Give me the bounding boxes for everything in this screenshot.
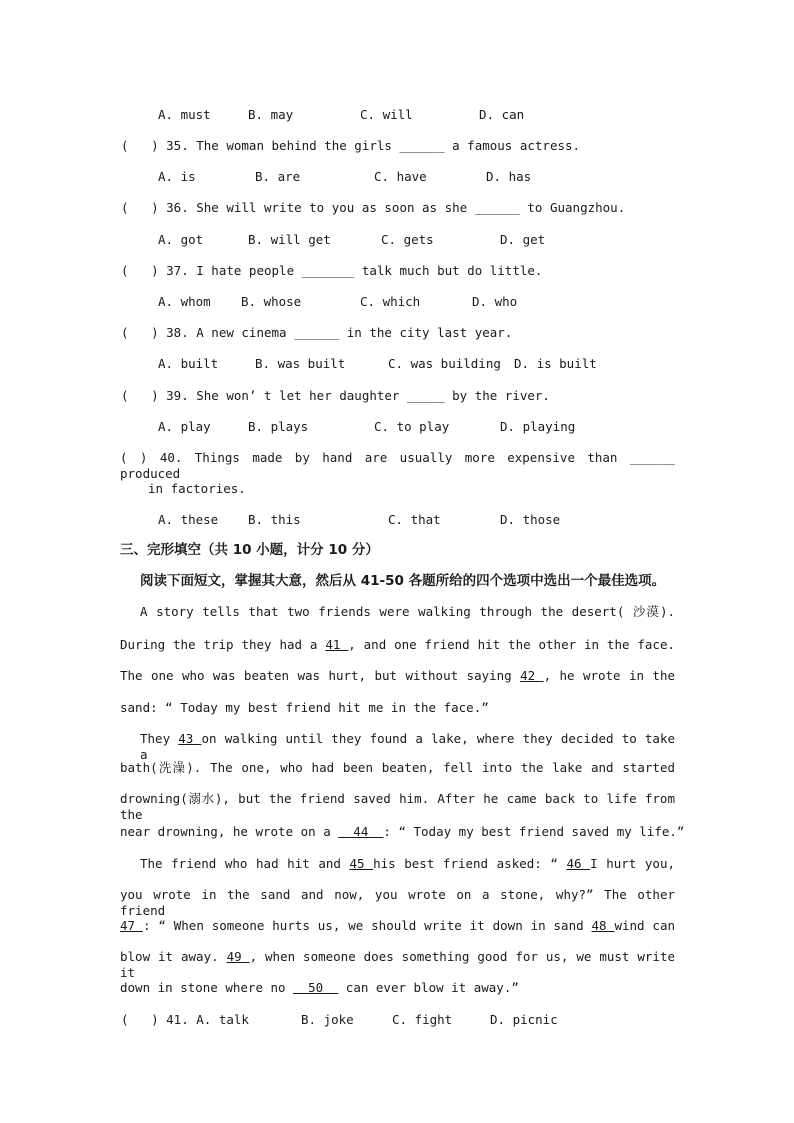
passage-p3-line5 xyxy=(120,980,519,996)
passage-p3-line3 xyxy=(120,918,675,934)
blank-47: 47 xyxy=(120,918,143,933)
q39-option-b: B. plays xyxy=(248,419,309,434)
q37-option-d: D. who xyxy=(472,294,518,309)
q41-option-b: B. joke xyxy=(301,1012,354,1027)
passage-p1-line3 xyxy=(120,668,675,684)
q40-option-a: A. these xyxy=(158,512,219,527)
q39-stem: ( ) 39. She won’ t let her daughter _____ by the river. xyxy=(121,388,550,403)
passage-p1-line4: sand: “ Today my best friend hit me in the face.” xyxy=(120,700,489,715)
q35-option-d: D. has xyxy=(486,169,532,184)
blank-49: 49 xyxy=(226,949,250,964)
q38-option-d: D. is built xyxy=(514,356,597,371)
q38-stem: ( ) 38. A new cinema ______ in the city last year. xyxy=(121,325,513,340)
q36-stem: ( ) 36. She will write to you as soon as she ______ to Guangzhou. xyxy=(121,200,626,215)
q39-option-a: A. play xyxy=(158,419,211,434)
q41-option-c: C. fight xyxy=(392,1012,453,1027)
passage-p3-line2: you wrote in the sand and now, you wrote on a stone, why?” The other friend xyxy=(120,887,675,918)
q34-option-a: A. must xyxy=(158,107,211,122)
q37-stem: ( ) 37. I hate people _______ talk much but do little. xyxy=(121,263,543,278)
q36-option-d: D. get xyxy=(500,232,546,247)
q37-option-a: A. whom xyxy=(158,294,211,309)
passage-text: , when someone does something good for us, we must write it xyxy=(120,949,676,980)
passage-p1-line2 xyxy=(120,637,675,653)
passage-text: blow it away. xyxy=(120,949,219,964)
passage-text: down in stone where no xyxy=(120,980,286,995)
q34-option-b: B. may xyxy=(248,107,294,122)
q40-option-c: C. that xyxy=(388,512,441,527)
q38-option-b: B. was built xyxy=(255,356,346,371)
passage-text: on walking until they found a lake, where they decided to take a xyxy=(140,731,676,762)
passage-text: : “ When someone hurts us, we should write it down in sand xyxy=(142,918,584,933)
blank-46: 46 xyxy=(566,856,591,871)
blank-42: 42 xyxy=(520,668,544,683)
q39-option-d: D. playing xyxy=(500,419,576,434)
passage-text: , and one friend hit the other in the face. xyxy=(348,637,676,652)
passage-text: near drowning, he wrote on a xyxy=(120,824,331,839)
q38-option-a: A. built xyxy=(158,356,219,371)
q35-option-c: C. have xyxy=(374,169,427,184)
q38-option-c: C. was building xyxy=(388,356,501,371)
passage-text: , he wrote in the xyxy=(543,668,676,683)
section-instruction: 阅读下面短文，掌握其大意，然后从 41-50 各题所给的四个选项中选出一个最佳选项。 xyxy=(140,573,666,589)
q34-option-d: D. can xyxy=(479,107,525,122)
q39-option-c: C. to play xyxy=(374,419,450,434)
passage-text: They xyxy=(140,731,171,746)
passage-text: The one who was beaten was hurt, but without saying xyxy=(120,668,512,683)
passage-p2-line3: drowning(溺水), but the friend saved him. After he came back to life from the xyxy=(120,791,675,822)
passage-p3-line1 xyxy=(120,856,675,872)
passage-text: The friend who had hit and xyxy=(140,856,341,871)
section-title: 三、完形填空（共 10 小题，计分 10 分） xyxy=(120,542,379,558)
q37-option-c: C. which xyxy=(360,294,421,309)
passage-text: I hurt you, xyxy=(590,856,675,871)
blank-44: 44 xyxy=(338,824,384,839)
q40-option-b: B. this xyxy=(248,512,301,527)
blank-43: 43 xyxy=(178,731,202,746)
passage-text: wind can xyxy=(614,918,676,933)
q34-option-c: C. will xyxy=(360,107,413,122)
blank-45: 45 xyxy=(349,856,374,871)
q40-option-d: D. those xyxy=(500,512,561,527)
passage-p2-line4 xyxy=(120,824,684,840)
q40-stem-continued: in factories. xyxy=(148,481,246,496)
q35-stem: ( ) 35. The woman behind the girls ______ a famous actress. xyxy=(121,138,581,153)
blank-41: 41 xyxy=(325,637,349,652)
q36-option-a: A. got xyxy=(158,232,204,247)
passage-text: During the trip they had a xyxy=(120,637,318,652)
blank-50: 50 xyxy=(293,980,339,995)
passage-p2-line1 xyxy=(120,731,675,763)
q41-option-d: D. picnic xyxy=(490,1012,558,1027)
passage-p2-line2: bath(洗澡). The one, who had been beaten, fell into the lake and started xyxy=(120,760,675,775)
q40-stem: ( ) 40. Things made by hand are usually more expensive than ______ produced xyxy=(120,450,675,481)
passage-p3-line4 xyxy=(120,949,675,981)
blank-48: 48 xyxy=(591,918,615,933)
q36-option-c: C. gets xyxy=(381,232,434,247)
q41-stem: ( ) 41. A. talk xyxy=(121,1012,249,1027)
q36-option-b: B. will get xyxy=(248,232,331,247)
q35-option-b: B. are xyxy=(255,169,301,184)
passage-text: can ever blow it away.” xyxy=(345,980,519,995)
passage-p1-line1: A story tells that two friends were walking through the desert( 沙漠). xyxy=(140,604,675,619)
q35-option-a: A. is xyxy=(158,169,196,184)
q37-option-b: B. whose xyxy=(241,294,302,309)
passage-text: his best friend asked: “ xyxy=(373,856,558,871)
passage-text: : “ Today my best friend saved my life.” xyxy=(383,824,685,839)
